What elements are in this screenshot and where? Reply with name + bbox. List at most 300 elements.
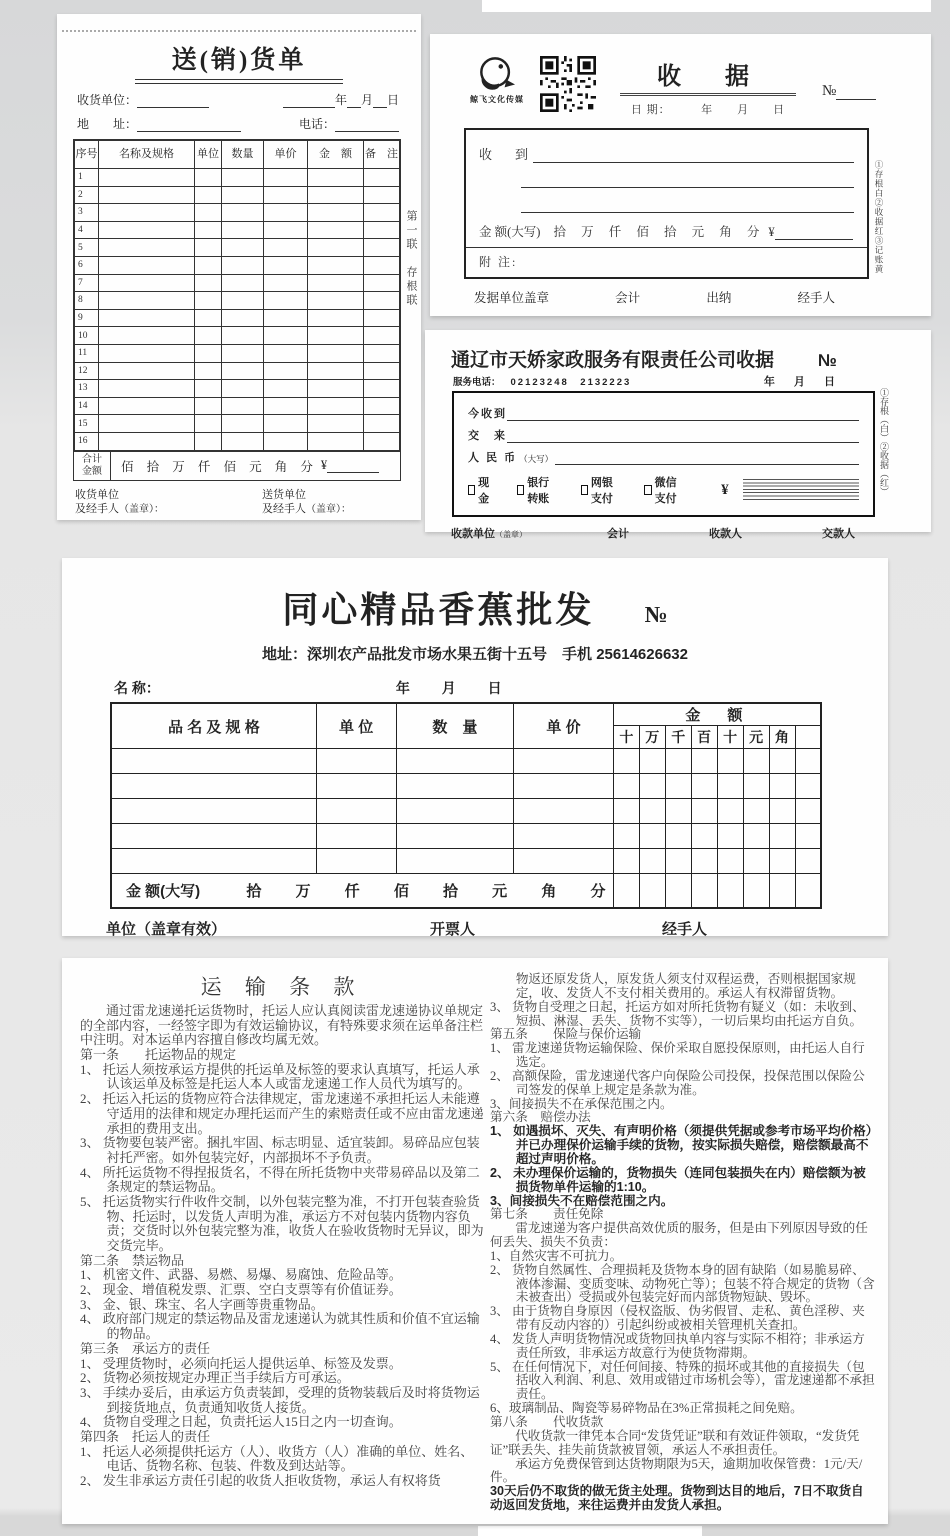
empty-cell — [514, 799, 614, 824]
amount-digit-cell: 千 — [665, 726, 691, 749]
terms-item: 2、 托运入托运的货物应符合法律规定，雷龙速递不承担托运人未能遵守适用的法律和规定办理托运而产生的索赔责任或不应由雷龙速递承担的费用支出。 — [80, 1091, 484, 1136]
delivery-row — [75, 415, 400, 433]
delivery-row — [75, 397, 400, 415]
terms-item: 物返还原发货人，原发货人须支付双程运费，否则根据国家规定，收、发货人不支付相关费用的。承运人有权滞留货物。 — [515, 972, 856, 1000]
terms-item: 第七条 责任免除 — [490, 1207, 604, 1222]
empty-cell — [308, 256, 364, 274]
row-number: 3 — [75, 204, 99, 222]
receipt-body-box — [452, 391, 875, 517]
empty-cell — [364, 309, 400, 327]
empty-cell — [691, 749, 717, 774]
empty-cell — [264, 344, 308, 362]
fish-logo-icon — [475, 56, 519, 94]
terms-item: 2、 发生非承运方责任引起的收货人拒收货物，承运人有权将货 — [80, 1473, 441, 1488]
terms-item: 第五条 保险与保价运输 — [490, 1027, 642, 1042]
empty-cell — [264, 221, 308, 239]
empty-cell — [222, 274, 264, 292]
total-amount-cell: 金 额(大写) 拾 万 仟 佰 拾 元 角 分 — [111, 874, 613, 909]
empty-cell — [665, 774, 691, 799]
empty-cell — [613, 849, 639, 874]
receipt-title-block — [620, 56, 796, 117]
form-title: 同心精品香蕉批发 — [282, 589, 595, 630]
empty-cell — [364, 274, 400, 292]
housekeeping-receipt-form — [425, 330, 931, 540]
empty-cell — [639, 849, 665, 874]
terms-item: 1、 受理货物时，必须向托运人提供运单、标签及发票。 — [80, 1355, 402, 1371]
currency-symbol: ¥ — [768, 225, 775, 239]
empty-cell — [396, 774, 514, 799]
empty-cell — [308, 169, 364, 187]
column-header: 单 价 — [514, 703, 614, 749]
form-number: № — [644, 602, 668, 627]
delivery-form-title: 送(销)货单 — [171, 47, 307, 74]
delivery-header-row — [75, 141, 400, 169]
empty-cell — [514, 849, 614, 874]
empty-cell — [264, 309, 308, 327]
empty-cell — [264, 397, 308, 415]
receipt1-footer — [430, 279, 931, 306]
empty-cell — [743, 749, 769, 774]
empty-cell — [195, 380, 222, 398]
terms-item: 4、 发货人声明货物情况或货物回执单内容与实际不相符；非承运方责任所致，非承运方故意行为使货物滞期。 — [490, 1331, 865, 1360]
empty-cell — [769, 874, 795, 909]
column-header: 单位 — [195, 141, 222, 169]
empty-cell — [769, 799, 795, 824]
empty-cell — [364, 362, 400, 380]
currency-symbol: ¥ — [721, 481, 729, 498]
empty-cell — [316, 749, 396, 774]
amount-digit-cell: 十 — [717, 726, 743, 749]
delivery-row — [75, 432, 400, 450]
bottom-white-strip — [478, 1526, 702, 1536]
signature-label: 经手人 — [662, 921, 708, 938]
empty-cell — [264, 327, 308, 345]
terms-item: 2、 货物自然属性、合理损耗及货物本身的固有缺陷（如易脆易碎、液体渗漏、变质变味、动物死亡等）；包装不符合规定的货物（含未被查出）受损或外包装完好而内部货物短缺、毁坏。 — [490, 1262, 875, 1305]
empty-cell — [743, 799, 769, 824]
terms-item: 3、 手续办妥后，由承运方负责装卸，受理的货物装载后及时将货物运到接货地点，负责通知收货人接货。 — [80, 1384, 480, 1415]
column-header: 序号 — [75, 141, 99, 169]
empty-cell — [639, 774, 665, 799]
empty-cell — [264, 204, 308, 222]
empty-cell — [264, 292, 308, 310]
empty-cell — [308, 204, 364, 222]
empty-cell — [308, 380, 364, 398]
empty-cell — [264, 362, 308, 380]
signature-label: 出纳 — [706, 291, 732, 305]
empty-cell — [99, 169, 195, 187]
signature-label: 经手人 — [797, 291, 835, 305]
copy-note: ①存根（白）②收据（红） — [879, 388, 889, 496]
empty-cell — [222, 344, 264, 362]
empty-cell — [308, 415, 364, 433]
empty-cell — [195, 221, 222, 239]
empty-cell — [795, 749, 821, 774]
empty-cell — [691, 824, 717, 849]
company-logo — [464, 56, 530, 105]
amount-digits: 拾 万 仟 佰 拾 元 角 分 — [246, 883, 606, 900]
empty-cell — [639, 749, 665, 774]
amount-header: 金 额 — [613, 703, 821, 726]
banana-row — [111, 799, 821, 824]
receipt-header — [430, 34, 931, 117]
payment-label: 网银支付 — [590, 477, 613, 505]
date-line: 年 月 日 — [763, 376, 835, 388]
delivery-row — [75, 327, 400, 345]
empty-cell — [264, 415, 308, 433]
signature-row — [75, 488, 351, 517]
perforation-line — [62, 30, 416, 32]
terms-item: 3、间接损失不在承保范围之内。 — [490, 1096, 673, 1111]
banana-wholesale-form — [62, 558, 888, 936]
empty-cell — [222, 380, 264, 398]
terms-item: 3、 货物要包装严密。捆扎牢固、标志明显、适宜装卸。易碎品应包装衬托严密。如外包装完好，内部损坏不予负责。 — [80, 1135, 480, 1165]
empty-cell — [364, 432, 400, 450]
signature-label: 会计 — [607, 528, 629, 540]
empty-cell — [222, 204, 264, 222]
terms-item: 第二条 禁运物品 — [80, 1252, 185, 1268]
empty-cell — [613, 774, 639, 799]
terms-left-column — [80, 971, 484, 1524]
receipt2-footer — [425, 517, 931, 541]
receipt-number: № — [818, 351, 837, 370]
phone-label: 服务电话： — [453, 377, 501, 388]
empty-cell — [222, 239, 264, 257]
empty-cell — [364, 344, 400, 362]
empty-cell — [222, 292, 264, 310]
terms-item: 第八条 代收货款 — [490, 1415, 604, 1429]
empty-cell — [264, 169, 308, 187]
empty-cell — [195, 239, 222, 257]
column-header: 品 名 及 规 格 — [111, 703, 316, 749]
empty-cell — [665, 874, 691, 909]
empty-cell — [195, 362, 222, 380]
empty-cell — [717, 824, 743, 849]
empty-cell — [222, 221, 264, 239]
empty-cell — [364, 415, 400, 433]
signature-label: 单位（盖章有效） — [106, 921, 227, 938]
empty-cell — [396, 849, 514, 874]
row-number: 9 — [75, 309, 99, 327]
payment-checkbox — [644, 474, 683, 506]
empty-cell — [308, 221, 364, 239]
empty-cell — [717, 799, 743, 824]
empty-cell — [795, 849, 821, 874]
empty-cell — [639, 874, 665, 909]
empty-cell — [665, 849, 691, 874]
amount-digit-cell: 角 — [769, 726, 795, 749]
empty-cell — [195, 292, 222, 310]
empty-cell — [665, 824, 691, 849]
banana-footer — [62, 918, 888, 938]
receipt-title-row — [425, 330, 931, 372]
delivery-row — [75, 344, 400, 362]
empty-cell — [195, 274, 222, 292]
empty-cell — [111, 799, 316, 824]
empty-cell — [195, 415, 222, 433]
row-number: 10 — [75, 327, 99, 345]
delivery-table — [73, 139, 401, 481]
empty-cell — [665, 749, 691, 774]
delivery-row — [75, 292, 400, 310]
empty-cell — [195, 344, 222, 362]
row-number: 1 — [75, 169, 99, 187]
empty-cell — [665, 799, 691, 824]
qr-code-icon — [540, 56, 596, 112]
terms-title: 运 输 条 款 — [200, 975, 364, 999]
empty-cell — [639, 824, 665, 849]
delivery-row — [75, 274, 400, 292]
empty-cell — [308, 344, 364, 362]
amount-digit-cell: 万 — [639, 726, 665, 749]
empty-cell — [99, 204, 195, 222]
empty-cell — [99, 397, 195, 415]
terms-item: 5、 托运货物实行件收件交制，以外包装完整为准，不打开包装查验货物、托运时，以发货人声明为准，承运方不对包装内货物内容负责；交货时以外包装完整为准，收货人在验收货物时无异议，即为交货完毕。 — [80, 1193, 484, 1253]
delivery-row — [75, 362, 400, 380]
empty-cell — [743, 774, 769, 799]
payment-checkbox — [581, 474, 620, 506]
name-label: 名 称： — [114, 680, 160, 696]
delivery-row — [75, 204, 400, 222]
terms-item: 代收货款一律凭本合同“发货凭证”联和有效证件领取，“发货凭证”联丢失、挂失前货款被冒领，承运人不承担责任。 — [490, 1428, 860, 1457]
amount-digit-cell: 元 — [743, 726, 769, 749]
empty-cell — [222, 327, 264, 345]
terms-item: 4、 货物自受理之日起，负责托运人15日之内一切查询。 — [80, 1414, 402, 1430]
empty-cell — [364, 221, 400, 239]
empty-cell — [195, 186, 222, 204]
name-date-row — [114, 678, 848, 698]
payment-label: 现金 — [478, 477, 490, 505]
empty-cell — [396, 824, 514, 849]
empty-cell — [769, 774, 795, 799]
empty-cell — [308, 292, 364, 310]
empty-cell — [691, 849, 717, 874]
receiver-signature: 收货单位 及经手人（盖章）： — [75, 488, 164, 515]
empty-cell — [195, 309, 222, 327]
amount-digit-cell — [795, 726, 821, 749]
empty-cell — [195, 432, 222, 450]
terms-right-items — [490, 973, 876, 1513]
empty-cell — [111, 849, 316, 874]
signature-label: 发据单位盖章 — [474, 291, 550, 305]
empty-cell — [308, 274, 364, 292]
signature-label: 收款人 — [709, 528, 742, 540]
empty-cell — [717, 849, 743, 874]
empty-cell — [316, 799, 396, 824]
empty-cell — [99, 380, 195, 398]
address-line: 地址：深圳农产品批发市场水果五街十五号 手机 25614626632 — [262, 646, 688, 663]
empty-cell — [316, 774, 396, 799]
amount-digits: 佰 拾 万 仟 佰 元 角 分 — [121, 459, 313, 474]
blank-line — [479, 163, 854, 188]
terms-item: 1、 机密文件、武器、易燃、易爆、易腐蚀、危险品等。 — [80, 1267, 402, 1283]
row-number: 11 — [75, 344, 99, 362]
row-number: 15 — [75, 415, 99, 433]
received-line: 今收到 — [468, 399, 859, 421]
amount-line: 金 额(大写) 拾 万 仟 佰 拾 元 角 分 ¥ — [479, 213, 854, 240]
banana-row — [111, 849, 821, 874]
notes-line: 附 注: — [466, 247, 867, 277]
phone-numbers: 02123248 2132223 — [510, 377, 632, 388]
total-label: 合计 金额 — [74, 452, 111, 480]
column-header: 金 额 — [308, 141, 364, 169]
empty-cell — [364, 169, 400, 187]
terms-item: 2、 现金、增值税发票、汇票、空白支票等有价值证券。 — [80, 1282, 402, 1298]
terms-item: 2、 未办理保价运输的，货物损失（连同包装损失在内）赔偿额为被损货物单件运输的1:10。 — [490, 1165, 866, 1194]
terms-item: 1、 托运人须按承运方提供的托运单及标签的要求认真填写，托运人承认该运单及标签是托运人本人或雷龙速递工作人员代为填写的。 — [80, 1061, 480, 1092]
empty-cell — [364, 292, 400, 310]
terms-item: 4、 政府部门规定的禁运物品及雷龙速递认为就其性质和价值不宜运输的物品。 — [80, 1311, 480, 1342]
empty-cell — [613, 799, 639, 824]
empty-cell — [264, 256, 308, 274]
empty-cell — [795, 774, 821, 799]
empty-cell — [99, 344, 195, 362]
sender-signature: 送货单位 及经手人（盖章）： — [262, 488, 351, 515]
row-number: 2 — [75, 186, 99, 204]
terms-item: 30天后仍不取货的做无货主处理。货物到达目的地后，7日不取货自动返回发货地，来往运费并由发货人承担。 — [490, 1484, 864, 1513]
empty-cell — [795, 824, 821, 849]
empty-cell — [99, 327, 195, 345]
empty-cell — [264, 186, 308, 204]
banana-row — [111, 749, 821, 774]
title-underline — [135, 79, 343, 84]
amount-digits: 拾 万 仟 佰 拾 元 角 分 — [553, 225, 760, 239]
terms-item: 4、 所托运货物不得捏报货名，不得在所托货物中夹带易碎品以及第二条规定的禁运物品。 — [80, 1164, 480, 1195]
column-header: 备 注 — [364, 141, 400, 169]
empty-cell — [364, 327, 400, 345]
row-number: 8 — [75, 292, 99, 310]
terms-item: 1、自然灾害不可抗力。 — [490, 1248, 623, 1263]
checkbox-icon — [581, 485, 588, 495]
copy-note: ①存根白②收据红③记账黄 — [874, 160, 884, 274]
empty-cell — [195, 327, 222, 345]
empty-cell — [691, 874, 717, 909]
terms-item: 3、 货物自受理之日起，托运方如对所托货物有疑义（如：未收到、短损、淋湿、丢失、货物不实等），一切后果均由托运方自负。 — [490, 999, 865, 1028]
empty-cell — [364, 380, 400, 398]
signature-label: 会计 — [615, 291, 641, 305]
empty-cell — [99, 256, 195, 274]
delivery-row — [75, 309, 400, 327]
transport-terms — [62, 958, 888, 1524]
empty-cell — [308, 186, 364, 204]
empty-cell — [613, 874, 639, 909]
row-number: 7 — [75, 274, 99, 292]
received-from-line: 收 到 — [479, 138, 854, 163]
empty-cell — [111, 749, 316, 774]
signature-label: 开票人 — [430, 921, 476, 938]
empty-cell — [195, 169, 222, 187]
address-label: 地 址： — [77, 117, 138, 131]
terms-item: 3、 金、银、珠宝、名人字画等贵重物品。 — [80, 1296, 324, 1312]
banana-table-body — [111, 749, 821, 874]
banana-table — [110, 702, 822, 909]
empty-cell — [795, 874, 821, 909]
terms-right-column — [490, 971, 876, 1524]
terms-item: 第一条 托运物品的规定 — [80, 1047, 237, 1063]
empty-cell — [308, 362, 364, 380]
empty-cell — [308, 432, 364, 450]
row-number: 4 — [75, 221, 99, 239]
delivery-table-body — [75, 169, 400, 451]
total-row — [74, 451, 400, 480]
receiver-blank — [137, 94, 209, 108]
currency-symbol: ¥ — [320, 458, 328, 472]
empty-cell — [613, 749, 639, 774]
delivery-row — [75, 221, 400, 239]
amount-ruled-area — [743, 479, 859, 501]
empty-cell — [717, 774, 743, 799]
empty-cell — [99, 362, 195, 380]
receipt-title: 收 据 — [620, 56, 796, 96]
payment-label: 银行转账 — [527, 477, 550, 505]
empty-cell — [99, 309, 195, 327]
signature-label: 收款单位（盖章） — [451, 528, 527, 540]
empty-cell — [264, 239, 308, 257]
address-blank — [137, 118, 241, 132]
terms-item: 第三条 承运方的责任 — [80, 1340, 211, 1356]
phone-field: 电话： — [299, 115, 399, 132]
terms-item: 通过雷龙速递托运货物时，托运人应认真阅读雷龙速递协议单规定的全部内容，一经签字即为有效运输协议，有特殊要求须在运单备注栏中注明。对本运单内容擅自修改均属无效。 — [80, 1003, 484, 1048]
form-title-row — [62, 558, 888, 633]
empty-cell — [769, 824, 795, 849]
empty-cell — [222, 415, 264, 433]
empty-cell — [222, 256, 264, 274]
empty-cell — [691, 774, 717, 799]
top-white-strip — [482, 0, 931, 12]
payment-label: 微信支付 — [654, 477, 677, 505]
date-line: 年 月 日 — [395, 680, 502, 696]
terms-item: 3、间接损失不在赔偿范围之内。 — [490, 1193, 674, 1208]
empty-cell — [743, 849, 769, 874]
receiver-label: 收货单位： — [77, 93, 138, 107]
empty-cell — [364, 256, 400, 274]
payment-checkbox — [468, 474, 492, 506]
empty-cell — [308, 309, 364, 327]
empty-cell — [364, 186, 400, 204]
receipt-number: № — [822, 83, 876, 100]
empty-cell — [222, 397, 264, 415]
terms-item: 2、 高额保险，雷龙速递代客户向保险公司投保，投保范围以保险公司签发的保单上规定是条款为准。 — [490, 1068, 865, 1097]
empty-cell — [514, 749, 614, 774]
empty-cell — [99, 186, 195, 204]
column-header: 数量 — [222, 141, 264, 169]
empty-cell — [364, 239, 400, 257]
empty-cell — [514, 824, 614, 849]
empty-cell — [195, 397, 222, 415]
terms-item: 1、 如遇损坏、灭失、有声明价格（须提供凭据或参考市场平均价格）并已办理保价运输手续的货物，按实际损失赔偿，赔偿额最高不超过声明价格。 — [490, 1124, 873, 1166]
delivery-row — [75, 239, 400, 257]
empty-cell — [222, 362, 264, 380]
empty-cell — [795, 799, 821, 824]
delivery-order-form — [57, 14, 421, 520]
checkbox-icon — [517, 485, 524, 495]
terms-item: 1、 托运人必须提供托运方（人）、收货方（人）准确的单位、姓名、电话、货物名称、包装、件数及到达站等。 — [80, 1443, 474, 1474]
empty-cell — [514, 774, 614, 799]
empty-cell — [99, 274, 195, 292]
copy-label: 第一联存根联 — [405, 210, 417, 308]
media-receipt-form — [430, 34, 931, 316]
empty-cell — [308, 239, 364, 257]
terms-item: 承运方免费保管到达货物期限为5天，逾期加收保管费：1元/天/件。 — [490, 1456, 863, 1485]
empty-cell — [743, 824, 769, 849]
terms-item: 6、玻璃制品、陶瓷等易碎物品在3%正常损耗之间免赔。 — [490, 1401, 803, 1416]
date-fields: 年 月 日 — [283, 91, 399, 108]
payment-checkbox — [517, 474, 556, 506]
terms-item: 雷龙速递为客户提供高效优质的服务，但是由下列原因导致的任何丢失、损失不负责： — [490, 1221, 868, 1250]
empty-cell — [769, 849, 795, 874]
empty-cell — [99, 415, 195, 433]
empty-cell — [222, 432, 264, 450]
row-number: 13 — [75, 380, 99, 398]
